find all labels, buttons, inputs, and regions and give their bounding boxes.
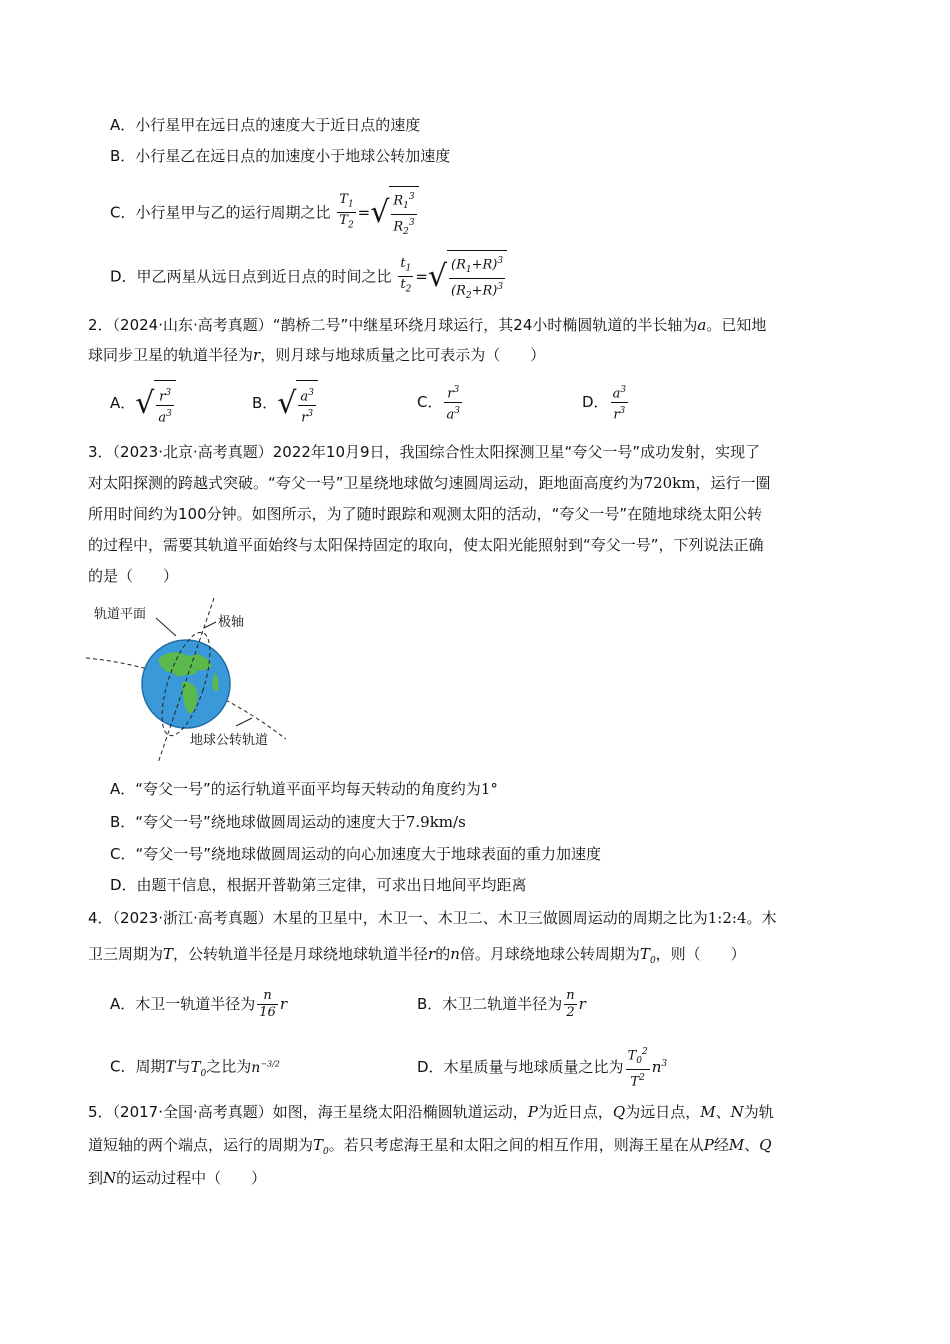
q4-option-b: B．木卫二轨道半径为 $\frac{n}{2}$ r: [417, 988, 586, 1020]
q4-var-r: r: [428, 945, 436, 963]
q2-var-a: a: [697, 316, 707, 334]
q3-line2-text: 对太阳探测的跨越式突破。“夸父一号”卫星绕地球做匀速圆周运动，距地面高度约为: [88, 474, 644, 492]
q1-option-b-text: B．小行星乙在远日点的加速度小于地球公转加速度: [110, 147, 451, 165]
q1-option-b: [110, 145, 450, 167]
q2-option-a: A． √ $\frac{r^3}{a^3}$: [110, 380, 176, 427]
q3-option-a-text: A．“夸父一号”的运行轨道平面平均每天转动的角度约为: [110, 780, 481, 798]
q4-stem-line1: [88, 907, 777, 929]
q3-option-d: [110, 874, 527, 896]
q2-option-c-label: C．: [417, 393, 443, 411]
q4-period-ratio: 1:2:4: [707, 909, 747, 927]
q3-option-b: [110, 811, 466, 833]
q3-stem-line1: [88, 441, 760, 463]
q3-line3-text: 所用时间约为100分钟。如图所示，为了随时跟踪和观测太阳的活动，“夸父一号”在随地球绕太阳公转: [88, 505, 763, 523]
q2-stem-line2: [88, 344, 545, 366]
q4-var-n: n: [450, 945, 460, 963]
q1-option-d-sqrt: √ $\frac{(R_1+R)^3}{(R_2+R)^3}$: [428, 250, 507, 304]
q1-option-c-fraction: $\frac{T_1}{T_2}$: [339, 191, 354, 232]
q3-earth-orbit-figure: [86, 598, 286, 763]
q3-option-d-text: D．由题干信息，根据开普勒第三定律，可求出日地间平均距离: [110, 876, 527, 894]
q2-option-b: B． √ $\frac{a^3}{r^3}$: [252, 380, 318, 427]
q3-stem-line3: [88, 503, 762, 525]
q1-option-c-sqrt: √ $\frac{R_1^3}{R_2^3}$: [370, 186, 418, 240]
q2-line1-text: 2．（2024·山东·高考真题）“鹊桥二号”中继星环绕月球运行，其24小时椭圆轨道的半长轴为: [88, 316, 698, 334]
q3-line2-end: ，运行一圈: [695, 474, 771, 492]
q5-stem-line1: 5．（2017·全国·高考真题）如图，海王星绕太阳沿椭圆轨道运动，P为近日点，Q为远日点，M、N为轨: [88, 1103, 774, 1121]
fig-label-revolution-orbit: 地球公转轨道: [190, 733, 269, 748]
q1-option-d-fraction: $\frac{t_1}{t_2}$: [400, 255, 412, 296]
q2-option-d: D． $\frac{a^3}{r^3}$: [582, 380, 630, 424]
q1-option-c-text: C．小行星甲与乙的运行周期之比: [110, 203, 331, 222]
q4-option-c-text: C．周期: [110, 1057, 166, 1076]
fig-label-polar-axis: 极轴: [218, 615, 245, 630]
q3-stem-line4: [88, 534, 764, 556]
q2-option-a-label: A．: [110, 394, 136, 412]
q2-var-r: r: [253, 346, 261, 364]
q1-option-a: [110, 114, 420, 136]
q3-option-a: [110, 778, 498, 800]
q3-option-b-text: B．“夸父一号”绕地球做圆周运动的速度大于: [110, 813, 406, 831]
q1-option-d-text: D．甲乙两星从远日点到近日点的时间之比: [110, 267, 392, 286]
q5-stem-line3: 到N的运动过程中（ ）: [88, 1169, 267, 1187]
q4-option-b-text: B．木卫二轨道半径为: [417, 995, 563, 1013]
q2-option-c: C． $\frac{r^3}{a^3}$: [417, 380, 464, 424]
q2-option-b-label: B．: [252, 394, 278, 412]
q2-line1-end: 。已知地: [706, 316, 767, 334]
q3-line1-text: 3．（2023·北京·高考真题）2022年10月9日，我国综合性太阳探测卫星“夸父一号”成功发射，实现了: [88, 443, 761, 461]
q5-stem-line2: 道短轴的两个端点，运行的周期为$T_0$。若只考虑海王星和太阳之间的相互作用，则海王星在从P经M、Q: [88, 1136, 772, 1157]
q1-option-a-text: A．小行星甲在远日点的速度大于近日点的速度: [110, 116, 421, 134]
q4-option-a-text: A．木卫一轨道半径为: [110, 995, 256, 1013]
q2-option-d-label: D．: [582, 393, 609, 411]
q3-option-b-value: 7.9km/s: [405, 813, 466, 831]
q4-option-c: C．周期T与$T_0$之比为$n^{-3/2}$: [110, 1057, 280, 1079]
q4-option-a: A．木卫一轨道半径为 $\frac{n}{16}$ r: [110, 988, 287, 1020]
q3-option-a-value: 1°: [480, 780, 498, 798]
q4-var-T: T: [163, 945, 174, 963]
q4-line1-text: 4．（2023·浙江·高考真题）木星的卫星中，木卫一、木卫二、木卫三做圆周运动的周期之比为: [88, 909, 708, 927]
q3-option-c-text: C．“夸父一号”绕地球做圆周运动的向心加速度大于地球表面的重力加速度: [110, 845, 602, 863]
q3-stem-line2: [88, 472, 771, 494]
q3-line4-text: 的过程中，需要其轨道平面始终与太阳保持固定的取向，使太阳光能照射到“夸父一号”，下列说法正确: [88, 536, 764, 554]
q3-stem-line5: [88, 565, 178, 587]
fig-label-orbit-plane: 轨道平面: [94, 607, 147, 622]
q4-option-d-text: D．木星质量与地球质量之比为: [417, 1058, 624, 1076]
q4-option-d: D．木星质量与地球质量之比为 $\frac{T_0^2}{T^2}$ $n^3$: [417, 1044, 667, 1091]
q1-option-d: D．甲乙两星从远日点到近日点的时间之比 $\frac{t_1}{t_2}$ = √ $\frac{(R_1+R)^3}{(R_2+R)^3}$: [110, 250, 507, 304]
q1-option-c: C．小行星甲与乙的运行周期之比 $\frac{T_1}{T_2}$ = √ $\frac{R_1^3}{R_2^3}$: [110, 186, 419, 240]
q2-line2-end: ，则月球与地球质量之比可表示为（ ）: [260, 346, 546, 364]
q4-line1-end: 。木: [746, 909, 777, 927]
q2-stem-line1: [88, 314, 766, 336]
q3-option-c: [110, 843, 601, 865]
q2-line2-text: 球同步卫星的轨道半径为: [88, 346, 254, 364]
q3-line5-text: 的是（ ）: [88, 567, 179, 585]
q4-stem-line2: 卫三周期为T，公转轨道半径是月球绕地球轨道半径r的n倍。月球绕地球公转周期为$T_0$，则（ ）: [88, 945, 746, 966]
q3-height-value: 720km: [643, 474, 696, 492]
q4-var-T0: $T_0$: [639, 945, 656, 966]
